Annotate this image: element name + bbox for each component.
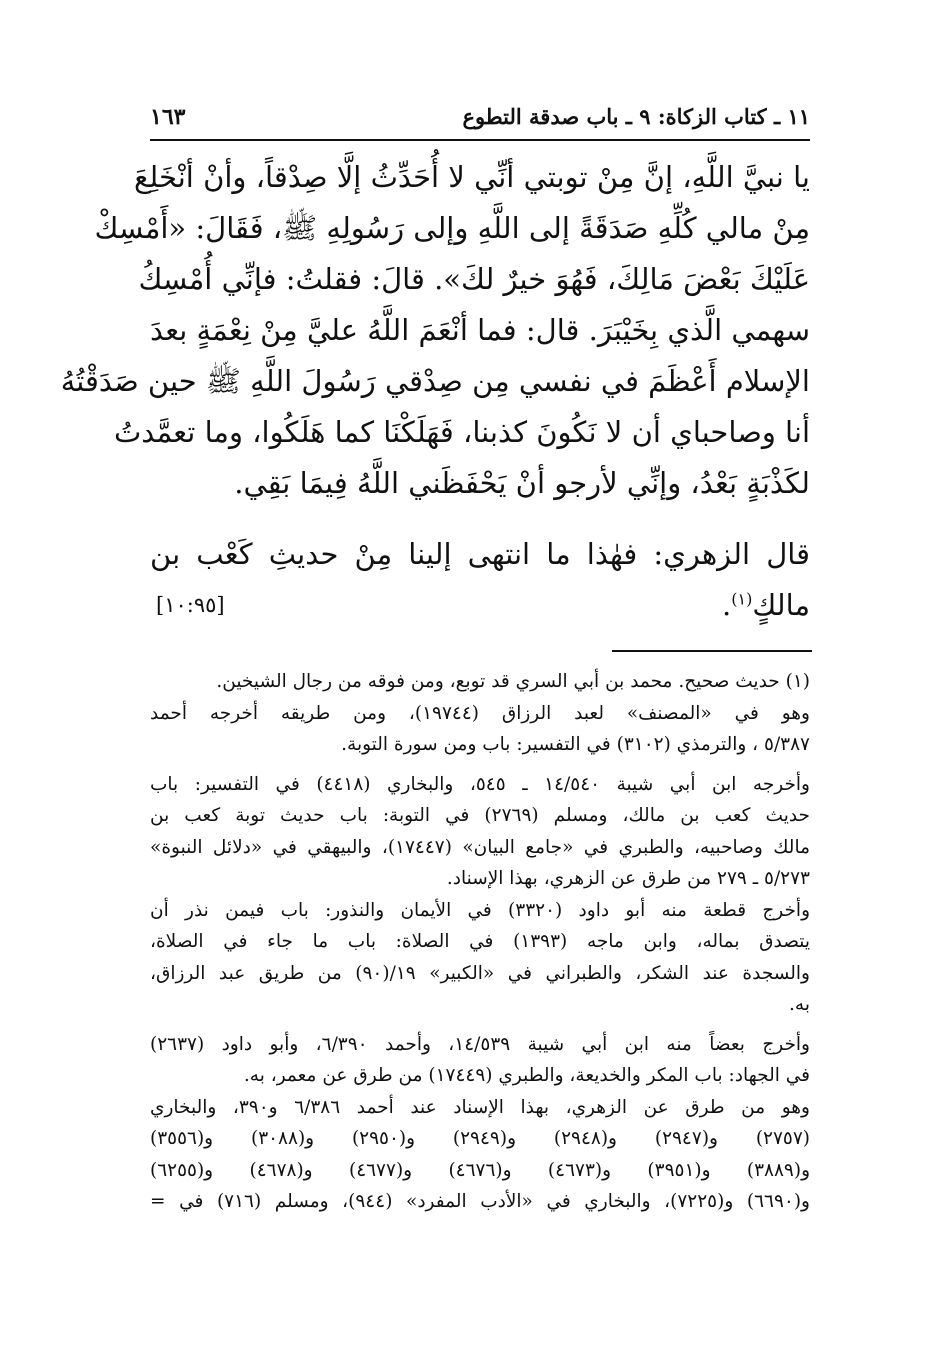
final-stop: . xyxy=(722,588,732,622)
main-text-line: أنا وصاحباي أن لا نَكُونَ كذبنا، فَهَلَكْنَا كما هَلَكُوا، وما تعمَّدتُ xyxy=(114,415,810,449)
footnote-line: حديث كعب بن مالك، ومسلم (٢٧٦٩) في التوبة: باب حديث توبة كعب بن xyxy=(150,805,810,826)
main-text xyxy=(60,152,810,631)
main-text-line: عَلَيْكَ بَعْضَ مَالِكَ، فَهُوَ خيرٌ لكَ». قالَ: فقلتُ: فإنِّي أُمْسِكُ xyxy=(138,262,810,296)
footnote-line: وأخرج قطعة منه أبو داود (٣٣٢٠) في الأيمان والنذور: باب فيمن نذر أن xyxy=(150,899,811,921)
footnote-divider xyxy=(612,650,812,652)
footnote-marker: (١) xyxy=(731,589,753,609)
footnote-line: (٢٧٥٧) و(٢٩٤٧) و(٢٩٤٨) و(٢٩٤٩) و(٢٩٥٠) و(٣٠٨٨) و(٣٥٥٦) xyxy=(150,1128,810,1149)
main-text-line: لكَذْبَةٍ بَعْدُ، وإنِّي لأرجو أنْ يَحْفَظَني اللَّهُ فِيمَا بَقِي. xyxy=(234,466,810,500)
header-divider xyxy=(150,139,810,141)
page-number: ١٦٣ xyxy=(150,104,186,130)
footnote-line: وأخرجه ابن أبي شيبة ١٤/٥٤٠ ـ ٥٤٥، والبخاري (٤٤١٨) في التفسير: باب xyxy=(150,773,810,795)
zuhri-statement: قال الزهري: فهٰذا ما انتهى إلينا مِنْ حديثِ كَعْب بن xyxy=(150,537,810,571)
final-line xyxy=(150,580,810,631)
footnote-line: وأخرج بعضاً منه ابن أبي شيبة ١٤/٥٣٩، وأحمد ٦/٣٩٠، وأبو داود (٢٦٣٧) xyxy=(150,1033,810,1055)
footnote-line: ٥/٣٨٧ ، والترمذي (٣١٠٢) في التفسير: باب ومن سورة التوبة. xyxy=(341,734,810,755)
footnote-line: به. xyxy=(789,994,810,1015)
footnote-line: (١) حديث صحيح. محمد بن أبي السري قد توبع، ومن فوقه من رجال الشيخين. xyxy=(216,671,810,692)
main-text-line: سهمي الَّذي بِخَيْبَرَ. قال: فما أنْعَمَ اللَّهُ عليَّ مِنْ نِعْمَةٍ بعدَ xyxy=(150,313,810,347)
footnote-line: والسجدة عند الشكر، والطبراني في «الكبير» ١٩/(٩٠) من طريق عبد الرزاق، xyxy=(150,962,810,984)
footnote-line: ٥/٢٧٣ ـ ٢٧٩ من طرق عن الزهري، بهذا الإسناد. xyxy=(446,868,810,889)
main-text-line: الإسلام أَعْظَمَ في نفسي مِن صِدْقي رَسُولَ اللَّهِ ﷺ حين صَدَقْتُهُ xyxy=(60,364,810,398)
footnote-line: يتصدق بماله، وابن ماجه (١٣٩٣) في الصلاة: باب ما جاء في الصلاة، xyxy=(150,931,811,952)
footnote-line: مالك وصاحبيه، والطبري في «جامع البيان» (١٧٤٤٧)، والبيهقي في «دلائل النبوة» xyxy=(150,836,810,858)
footnote-line: وهو في «المصنف» لعبد الرزاق (١٩٧٤٤)، ومن طريقه أخرجه أحمد xyxy=(150,702,810,724)
footnote-line: وهو من طرق عن الزهري، بهذا الإسناد عند أحمد ٦/٣٨٦ و٣٩٠، والبخاري xyxy=(150,1096,810,1118)
chapter-title: ١١ ـ كتاب الزكاة: ٩ ـ باب صدقة التطوع xyxy=(462,104,810,129)
footnote-line: و(٦٦٩٠) و(٧٢٢٥)، والبخاري في «الأدب المفرد» (٩٤٤)، ومسلم (٧١٦) في = xyxy=(150,1191,810,1212)
footnote-line: و(٣٨٨٩) و(٣٩٥١) و(٤٦٧٣) و(٤٦٧٦) و(٤٦٧٧) و(٤٦٧٨) و(٦٢٥٥) xyxy=(150,1159,811,1181)
footnote-line: في الجهاد: باب المكر والخديعة، والطبري (١٧٤٤٩) من طرق عن معمر، به. xyxy=(243,1065,810,1086)
hadith-reference: [١٠:٩٥] xyxy=(156,593,225,617)
main-text-line: مِنْ مالي كُلِّهِ صَدَقَةً إلى اللَّهِ وإلى رَسُولِهِ ﷺ، فَقَالَ: «أَمْسِكْ xyxy=(94,211,810,245)
running-header xyxy=(150,100,810,140)
main-text-line: يا نبيَّ اللَّهِ، إنَّ مِنْ توبتي أنِّي لا أُحَدِّثُ إلَّا صِدْقاً، وأنْ أنْخَلِعَ xyxy=(133,160,810,194)
final-word: مالكٍ xyxy=(752,588,810,622)
footnotes xyxy=(150,666,810,1218)
